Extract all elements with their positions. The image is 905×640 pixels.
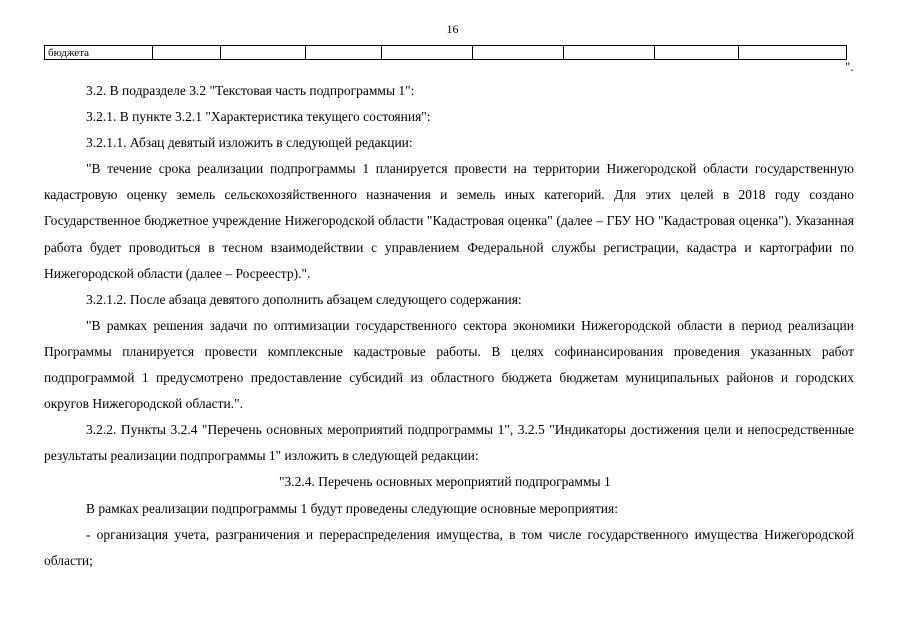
- paragraph-3-2: 3.2. В подразделе 3.2 "Текстовая часть подпрограммы 1":: [86, 83, 415, 98]
- paragraph-main-activities: В рамках реализации подпрограммы 1 будут проведены следующие основные мероприятия:: [86, 500, 618, 516]
- table-row: [45, 46, 847, 60]
- paragraph-3-2-2: 3.2.2. Пункты 3.2.4 "Перечень основных мероприятий подпрограммы 1", 3.2.5 "Индикаторы достижения цели и непосредственные результаты реализации подпрограммы 1" изложить в следующей редакции:: [44, 422, 854, 464]
- paragraph-cadastral-evaluation: "В течение срока реализации подпрограммы 1 планируется провести на территории Нижегородской области государственную кадастровую оценку земель сельскохозяйственного назначения и земель иных категорий. Для этих целей в 2018 году создано Государственное бюджетное учреждение Нижегородской области "Кадастровая оценка" (далее – ГБУ НО "Кадастровая оценка"). Указанная работа будет проводиться в тесном взаимодействии с управлением Федеральной службы регистрации, кадастра и картографии по Нижегородской области (далее – Росреестр).".: [44, 161, 854, 281]
- budget-table-fragment: [44, 45, 847, 60]
- closing-quote: ".: [845, 59, 854, 74]
- table-cell: [221, 46, 306, 60]
- list-item-property-accounting: - организация учета, разграничения и перераспределения имущества, в том числе государственного имущества Нижегородской области;: [44, 526, 854, 568]
- paragraph-3-2-1: 3.2.1. В пункте 3.2.1 "Характеристика текущего состояния":: [86, 109, 431, 125]
- table-cell: [473, 46, 564, 60]
- table-cell: [739, 46, 847, 60]
- table-cell: [153, 46, 221, 60]
- paragraph-3-2-1-1: 3.2.1.1. Абзац девятый изложить в следующей редакции:: [86, 135, 413, 151]
- section-heading-3-2-4: "3.2.4. Перечень основных мероприятий подпрограммы 1: [279, 474, 611, 490]
- table-cell-label: бюджета: [45, 46, 153, 60]
- table-cell: [564, 46, 655, 60]
- paragraph-cadastral-works: "В рамках решения задачи по оптимизации государственного сектора экономики Нижегородской области в период реализации Программы планируется провести комплексные кадастровые работы. В целях софинансирования проведения указанных работ подпрограммой 1 предусмотрено предоставление субсидий из областного бюджета бюджетам муниципальных районов и городских округов Нижегородской области.".: [44, 317, 854, 412]
- table-cell: [655, 46, 739, 60]
- table-cell: [306, 46, 382, 60]
- table-cell: [382, 46, 473, 60]
- paragraph-3-2-1-2: 3.2.1.2. После абзаца девятого дополнить абзацем следующего содержания:: [86, 291, 522, 307]
- page-number: 16: [446, 22, 459, 36]
- document-body: [44, 78, 854, 574]
